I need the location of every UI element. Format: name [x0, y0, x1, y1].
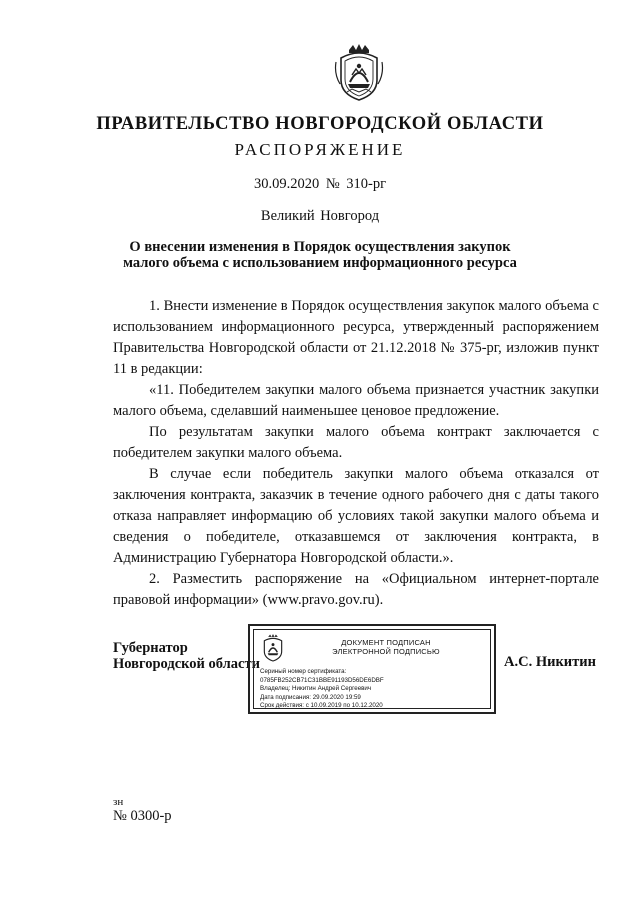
footer-code: зн — [113, 796, 124, 808]
stamp-signed-date: Дата подписания: 29.09.2020 19:59 — [260, 693, 361, 701]
footer-number: № 0300-р — [113, 808, 172, 824]
paragraph-3: По результатам закупки малого объема контракт заключается с победителем закупки малого объема. — [113, 424, 599, 461]
government-title: ПРАВИТЕЛЬСТВО НОВГОРОДСКОЙ ОБЛАСТИ — [96, 114, 544, 134]
signer-position-line1: Губернатор — [113, 640, 188, 656]
city: Великий Новгород — [260, 208, 380, 224]
stamp-title: ДОКУМЕНТ ПОДПИСАН ЭЛЕКТРОННОЙ ПОДПИСЬЮ — [332, 638, 440, 656]
stamp-owner: Владелец: Никитин Андрей Сергеевич — [260, 685, 372, 693]
novgorod-coat-of-arms-icon — [332, 44, 386, 102]
stamp-cert-label: Сериный номер сертификата: — [260, 668, 347, 675]
signer-position-line2: Новгородской области — [113, 656, 260, 672]
paragraph-4: В случае если победитель закупки малого объема отказался от заключения контракта, заказчик в течение одного рабочего дня с даты такого отказа направляет информацию об условиях такой закупки малого объема и сведения о победителе, отказавшемся от заключения контракта, в Администрацию Губернатора Новгородской области.». — [113, 466, 599, 566]
paragraph-5: 2. Разместить распоряжение на «Официальном интернет-портале правовой информации» (www.pravo.gov.ru). — [113, 571, 599, 608]
paragraph-1: 1. Внести изменение в Порядок осуществления закупок малого объема с использованием информационного ресурса, утвержденный распоряжением Правительства Новгородской области от 21.12.2018 № 375-рг, изложив пункт 11 в редакции: — [113, 298, 599, 377]
electronic-signature-stamp — [248, 624, 496, 714]
novgorod-coat-of-arms-icon — [260, 634, 286, 662]
signer-name: А.С. Никитин — [504, 654, 596, 670]
document-subject: О внесении изменения в Порядок осуществления закупок малого объема с использованием информационного ресурса — [123, 239, 517, 271]
stamp-validity: Срок действия: с 10.09.2019 по 10.12.2020 — [260, 702, 383, 710]
paragraph-2: «11. Победителем закупки малого объема признается участник закупки малого объема, сделавший наименьшее ценовое предложение. — [113, 382, 599, 419]
document-type: РАСПОРЯЖЕНИЕ — [234, 140, 406, 159]
signer-position — [113, 640, 260, 672]
stamp-details — [260, 668, 486, 711]
stamp-cert-number: 0785FB252CB71C31BBE91193D56DE6DBF — [260, 676, 384, 684]
date-and-number: 30.09.2020 № 310-рг — [253, 176, 387, 192]
document-body — [113, 296, 599, 611]
